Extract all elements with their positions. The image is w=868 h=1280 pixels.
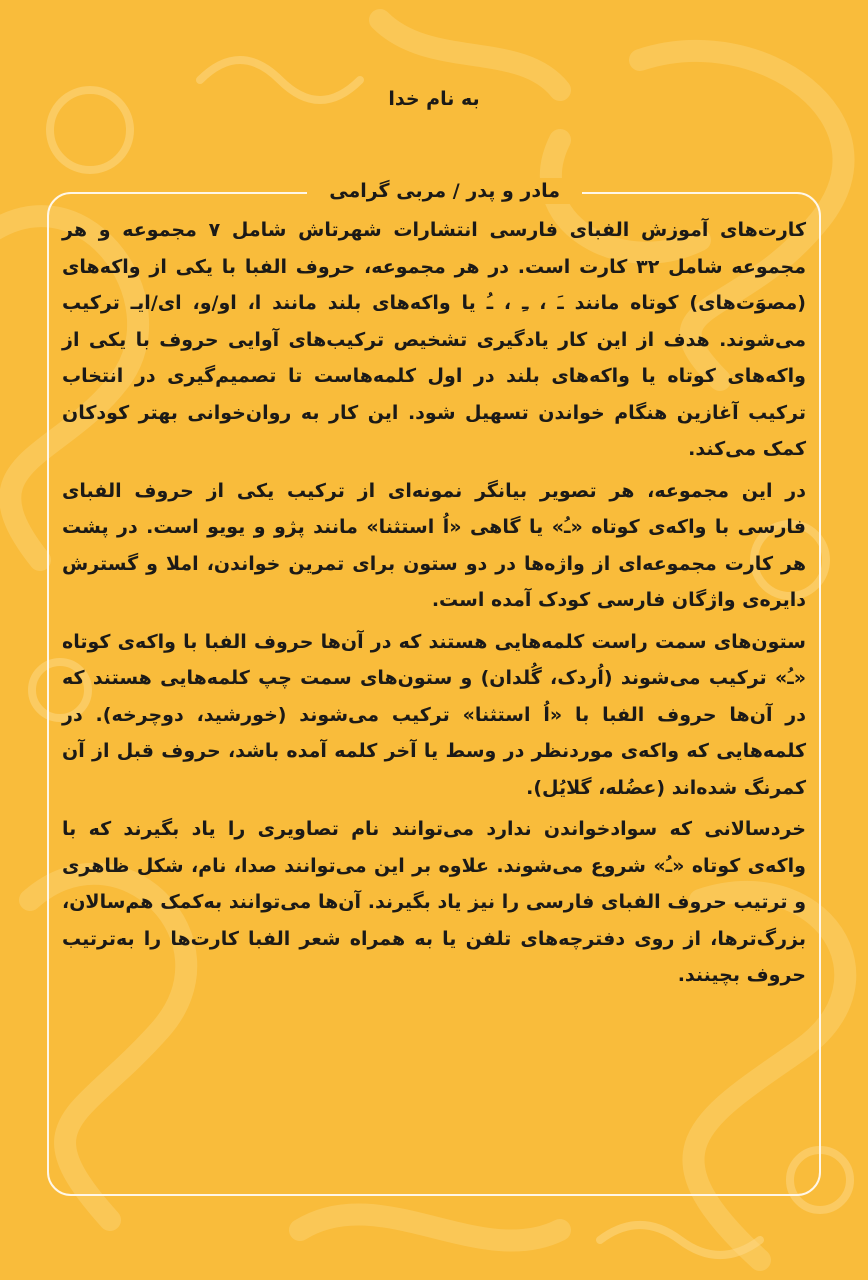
body-text	[62, 212, 806, 999]
paragraph-preliterate-children: خردسالانی که سوادخواندن ندارد می‌توانند نام تصاویری را یاد بگیرند که با واکه‌ی کوتاه «ـُ» شروع می‌شوند. علاوه بر این می‌توانند صدا، نام، شکل ظاهری و ترتیب حروف الفبای فارسی را نیز یاد بگیرند. آن‌ها می‌توانند به‌کمک هم‌سالان، بزرگ‌ترها، از روی دفترچه‌های تلفن یا به همراه شعر الفبا کارت‌ها را به‌ترتیب حروف بچینند.	[62, 818, 806, 986]
addressee-heading: مادر و پدر / مربی گرامی	[307, 178, 582, 204]
paragraph-set-description: در این مجموعه، هر تصویر بیانگر نمونه‌ای از ترکیب یکی از حروف الفبای فارسی با واکه‌ی کوتاه «ـُ» یا گاهی «اُ استثنا» مانند پژو و یویو است. در پشت هر کارت مجموعه‌ای از واژه‌ها در دو ستون برای تمرین خواندن، املا و گسترش دایره‌ی واژگان فارسی کودک آمده است.	[62, 479, 806, 611]
page-title: به نام خدا	[388, 88, 480, 110]
paragraph-columns-explanation: ستون‌های سمت راست کلمه‌هایی هستند که در آن‌ها حروف الفبا با واکه‌ی کوتاه «ـُ» ترکیب می‌شوند (اُردک، گُلدان) و ستون‌های سمت چپ کلمه‌هایی هستند که در آن‌ها حروف الفبا با «اُ استثنا» ترکیب می‌شوند (خورشید، دوچرخه). در کلمه‌هایی که واکه‌ی موردنظر در وسط یا آخر کلمه آمده باشد، حروف قبل از آن کمرنگ شده‌اند (عضُله، گلایُل).	[62, 630, 806, 799]
paragraph-introduction: کارت‌های آموزش الفبای فارسی انتشارات شهرتاش شامل ۷ مجموعه و هر مجموعه شامل ۳۲ کارت است. در هر مجموعه، حروف الفبا با یکی از واکه‌های (مصوَت‌های) کوتاه مانند ـَ ، ـِ ، ـُ یا واکه‌های بلند مانند ا، او/و، ای/ایـ ترکیب می‌شوند. هدف از این کار یادگیری تشخیص ترکیب‌های آوایی حروف با یکی از واکه‌های کوتاه یا واکه‌های بلند در اول کلمه‌هاست تا تصمیم‌گیری در انتخاب ترکیب آغازین هنگام خواندن تسهیل شود. این کار به روان‌خوانی بهتر کودکان کمک می‌کند.	[62, 219, 806, 460]
